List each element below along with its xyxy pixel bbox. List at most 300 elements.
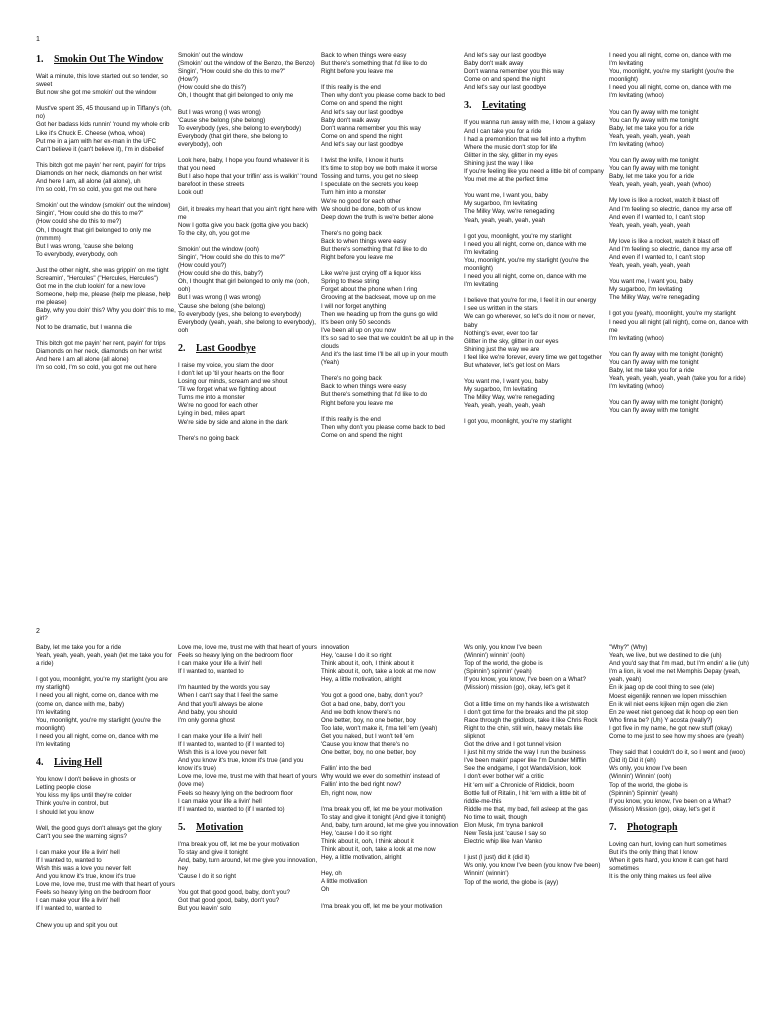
lyric-line: (Spinnin') spinnin' (yeah) bbox=[464, 668, 532, 676]
lyric-line: If you're feeling like you need a little bit of company bbox=[464, 168, 604, 176]
lyric-line: Got me in the club lookin' for a new love bbox=[36, 283, 146, 291]
lyric-line: My love is like a rocket, watch it blast off bbox=[609, 237, 719, 245]
lyric-line: Elon Musk, I'm tryna bankroll bbox=[464, 821, 544, 829]
lyric-line: There's no going back bbox=[321, 375, 382, 383]
lyric-line: If you wanna run away with me, I know a galaxy bbox=[464, 119, 596, 127]
lyric-stanza bbox=[321, 806, 461, 863]
lyric-line: Shining just the way I like bbox=[464, 159, 534, 167]
lyric-stanza bbox=[609, 238, 749, 270]
lyric-line: Look here, baby, I hope you found whatever it is that you need bbox=[178, 157, 310, 173]
lyric-stanza bbox=[178, 109, 318, 149]
lyric-line: Losing our minds, scream and we shout bbox=[178, 378, 288, 386]
lyric-line: Bottle full of Ritalin, I hit 'em with a little bit of riddle-me-this bbox=[464, 789, 586, 805]
song-heading bbox=[36, 757, 176, 768]
lyric-line: If I wanted to, wanted to (if I wanted to) bbox=[178, 805, 285, 813]
lyric-line: You want me, I want you, baby bbox=[464, 378, 549, 386]
lyric-line: Race through the gridlock, take it like Chris Rock bbox=[464, 716, 598, 724]
lyric-line: It is the only thing makes us feel alive bbox=[609, 873, 712, 881]
lyric-line: Yeah, yeah, yeah, yeah, yeah (let me take you for a ride) bbox=[36, 652, 172, 668]
lyric-line: It's time to stop boy we both make it worse bbox=[321, 165, 438, 173]
lyric-line: I need you all night, come on, dance with me bbox=[464, 240, 587, 248]
song-heading bbox=[178, 822, 318, 833]
lyric-line: I need you all night, come on, dance with me (come on, dance with me, baby) bbox=[36, 692, 159, 708]
lyric-line: You kiss my lips until they're colder bbox=[36, 792, 132, 800]
lyrics-column bbox=[178, 52, 318, 451]
lyric-line: And, baby, turn around, let me give you innovation bbox=[321, 821, 459, 829]
lyric-line: Everybody (yeah, yeah, she belong to everybody), ooh bbox=[178, 318, 316, 334]
lyric-line: You know I don't believe in ghosts or bbox=[36, 776, 137, 784]
lyric-line: Top of the world, the globe is bbox=[464, 660, 543, 668]
lyric-line: My sugarboo, I'm levitating bbox=[464, 386, 538, 394]
lyric-line: Then why don't you please come back to bed bbox=[321, 92, 445, 100]
lyric-line: I'm levitating (whoo) bbox=[609, 140, 664, 148]
lyric-line: A little motivation bbox=[321, 878, 368, 886]
lyric-line: And let's say our last goodbye bbox=[464, 84, 547, 92]
lyric-line: Diamonds on her neck, diamonds on her wrist bbox=[36, 347, 162, 355]
lyric-stanza bbox=[609, 52, 749, 101]
lyric-line: 'Cause you know that there's no bbox=[321, 741, 409, 749]
lyric-line: We're side by side and alone in the dark bbox=[178, 418, 288, 426]
lyric-line: Chew you up and spit you out bbox=[36, 921, 118, 929]
lyric-stanza bbox=[178, 644, 318, 676]
lyric-line: Loving can hurt, loving can hurt sometimes bbox=[609, 840, 727, 848]
lyric-stanza bbox=[609, 197, 749, 229]
lyric-line: You want me, I want you, baby bbox=[464, 192, 549, 200]
lyric-line: Hey, a little motivation, alright bbox=[321, 676, 402, 684]
lyric-stanza bbox=[321, 692, 461, 757]
lyric-line: En ik wil niet eens kijken mijn ogen die zien bbox=[609, 700, 728, 708]
lyric-line: I feel like we're forever, every time we get together bbox=[464, 353, 602, 361]
lyric-line: (How?) bbox=[178, 76, 198, 84]
lyric-line: En ze weet niet genoeg dat ik hoop op een tien bbox=[609, 708, 739, 716]
lyric-line: Too late, won't make it, I'ma tell 'em (yeah) bbox=[321, 724, 438, 732]
lyric-line: I don't got time for the breaks and the pit stop bbox=[464, 708, 588, 716]
lyric-line: I'm levitating bbox=[36, 708, 71, 716]
lyric-stanza bbox=[36, 644, 176, 668]
lyric-line: Turn him into a monster bbox=[321, 189, 387, 197]
lyric-stanza bbox=[464, 233, 604, 290]
lyric-line: The Milky Way, we're renegading bbox=[464, 208, 555, 216]
lyric-line: But now she got me smokin' out the window bbox=[36, 89, 157, 97]
lyric-stanza bbox=[321, 84, 461, 149]
lyric-line: But I was wrong (I was wrong) bbox=[178, 294, 261, 302]
lyric-line: And you know it's true, know it's true bbox=[36, 873, 136, 881]
lyric-line: I'm levitating bbox=[464, 248, 499, 256]
lyric-line: Put me in a jam with her ex-man in the UFC bbox=[36, 137, 157, 145]
lyric-line: Like we're just crying off a liquor kiss bbox=[321, 270, 422, 278]
lyric-line: You can fly away with me tonight bbox=[609, 165, 699, 173]
lyric-stanza bbox=[178, 157, 318, 197]
lyric-line: And baby, you should bbox=[178, 708, 238, 716]
lyric-line: I don't let up 'til your hearts on the floor bbox=[178, 370, 285, 377]
lyric-line: If you know, you know, I've been on a What? (Mission) mission (go), okay, let's get it bbox=[464, 676, 586, 692]
song-number: 7. bbox=[609, 821, 617, 833]
lyric-line: Yeah, yeah, yeah, yeah, yeah (take you for a ride) bbox=[609, 375, 746, 383]
lyric-line: I need you all night (all night), come on, dance with me bbox=[609, 318, 749, 334]
song-heading bbox=[178, 343, 318, 354]
lyric-line: I twist the knife, I know it hurts bbox=[321, 157, 404, 165]
lyric-line: Hey, oh bbox=[321, 870, 342, 878]
lyric-line: Forget about the phone when I ring bbox=[321, 286, 418, 294]
lyric-line: If this really is the end bbox=[321, 84, 381, 92]
lyric-line: I'm levitating bbox=[36, 741, 71, 749]
lyric-line: I got you (yeah), moonlight, you're my starlight bbox=[609, 310, 736, 318]
lyric-line: I got five in my name, he got new stuff (okay) bbox=[609, 724, 733, 732]
lyric-stanza bbox=[609, 841, 749, 881]
lyric-line: To the city, oh, you got me bbox=[178, 229, 250, 237]
lyric-line: Well, the good guys don't always get the glory bbox=[36, 824, 162, 832]
lyric-line: Baby, let me take you for a ride bbox=[609, 173, 695, 181]
lyric-line: If you know, you know, I've been on a What? (Mission) Mission (go), okay, let's get it bbox=[609, 797, 731, 813]
lyric-line: But there's something that I'd like to do bbox=[321, 60, 428, 68]
lyric-line: You got that good good, baby, don't you? bbox=[178, 889, 290, 897]
lyric-line: Letting people close bbox=[36, 784, 92, 792]
lyric-line: I just (I just) did it (did it) bbox=[464, 854, 530, 862]
lyric-line: But it's the only thing that I know bbox=[609, 848, 698, 856]
lyric-line: To everybody (yes, she belong to everybody) bbox=[178, 310, 302, 318]
lyric-line: Come to me just to see how my shoes are (yeah) bbox=[609, 733, 744, 741]
lyric-line: (How could she do this to me?) bbox=[36, 218, 122, 226]
lyric-line: Don't wanna remember you this way bbox=[464, 68, 564, 76]
lyric-stanza bbox=[609, 351, 749, 391]
lyric-line: Ws only, you know I've been bbox=[464, 644, 542, 651]
lyric-line: Ws only, you know I've been (you know I've been) bbox=[464, 862, 601, 870]
lyric-line: I'm levitating (whoo) bbox=[609, 92, 664, 100]
lyric-stanza bbox=[609, 157, 749, 189]
lyric-line: Smokin' out the window (ooh) bbox=[178, 245, 259, 253]
lyric-line: I'm haunted by the words you say bbox=[178, 684, 270, 692]
lyric-line: If I wanted to, wanted to bbox=[36, 905, 102, 913]
lyric-line: You can fly away with me tonight bbox=[609, 407, 699, 415]
lyric-line: Look out! bbox=[178, 189, 204, 197]
lyric-line: Baby, let me take you for a ride bbox=[36, 644, 122, 651]
lyric-line: I can make your life a livin' hell bbox=[36, 897, 120, 905]
lyric-line: And you'd say that I'm mad, but I'm endin' a lie (uh) bbox=[609, 660, 749, 668]
lyric-line: Smokin' out the window (smokin' out the window) bbox=[36, 202, 171, 210]
lyric-line: I can make your life a livin' hell bbox=[178, 660, 262, 668]
lyric-line: Oh, I thought that girl belonged to only me (mmmm) bbox=[36, 226, 152, 242]
lyric-line: Smokin' out the window bbox=[178, 52, 243, 59]
lyric-line: I can make your life a livin' hell bbox=[36, 848, 120, 856]
lyric-line: And, baby, turn around, let me give you innovation, hey bbox=[178, 856, 318, 873]
lyric-line: Can't you see the warning signs? bbox=[36, 832, 127, 840]
lyric-line: My sugarboo, I'm levitating bbox=[609, 286, 683, 294]
lyric-line: But I was wrong (I was wrong) bbox=[178, 108, 261, 116]
lyric-line: Oh, I thought that girl belonged to only me bbox=[178, 92, 294, 100]
lyric-line: And I can take you for a ride bbox=[464, 127, 542, 135]
lyric-line: You met me at the perfect time bbox=[464, 176, 549, 184]
lyric-line: Oh bbox=[321, 886, 330, 894]
lyric-line: Lying in bed, miles apart bbox=[178, 410, 245, 418]
lyric-stanza bbox=[321, 870, 461, 894]
lyric-line: I just hit my stride the way I run the business bbox=[464, 749, 586, 757]
lyric-line: Singin', "How could she do this to me?" bbox=[178, 253, 286, 261]
lyric-line: I'm only gonna ghost bbox=[178, 716, 235, 724]
lyric-stanza bbox=[609, 749, 749, 814]
lyric-line: Come on and spend the night bbox=[464, 76, 546, 84]
lyric-line: It's so sad to see that we couldn't be all up in the clouds bbox=[321, 334, 454, 350]
lyric-stanza bbox=[464, 119, 604, 184]
lyric-line: I need you all night, come on, dance with me bbox=[464, 273, 587, 281]
lyric-line: I need you all night, come on, dance with me bbox=[609, 52, 732, 59]
lyric-line: Baby don't walk away bbox=[464, 60, 524, 68]
lyric-line: Glitter in the sky, glitter in our eyes bbox=[464, 337, 559, 345]
lyric-line: You can fly away with me tonight bbox=[609, 108, 699, 116]
lyrics-column bbox=[321, 644, 461, 919]
lyric-line: I can make your life a livin' hell bbox=[178, 797, 262, 805]
lyric-line: Yeah, yeah, yeah, yeah, yeah bbox=[464, 402, 546, 410]
lyric-line: I will nor forget anything bbox=[321, 302, 387, 310]
lyric-line: Moest eigenlijk rennen we lopen misschien bbox=[609, 692, 727, 700]
song-number: 2. bbox=[178, 342, 186, 354]
lyric-line: Yeah, yeah, yeah, yeah, yeah bbox=[464, 216, 546, 224]
lyric-line: innovation bbox=[321, 644, 350, 651]
song-heading bbox=[609, 822, 749, 833]
lyric-line: Grooving at the backseat, move up on me bbox=[321, 294, 436, 302]
lyric-line: And let's say our last goodbye bbox=[321, 140, 404, 148]
lyric-line: And even if I wanted to, I can't stop bbox=[609, 213, 706, 221]
lyric-line: Then we heading up from the guns go wild bbox=[321, 310, 438, 318]
lyric-line: Riddle me that, my bad, fell asleep at the gas bbox=[464, 805, 588, 813]
lyric-line: The Milky Way, we're renegading bbox=[464, 394, 555, 402]
lyric-line: You can fly away with me tonight bbox=[609, 157, 699, 165]
lyrics-column bbox=[36, 644, 176, 938]
lyrics-column bbox=[464, 52, 604, 435]
lyric-line: Glitter in the sky, glitter in my eyes bbox=[464, 151, 558, 159]
lyric-stanza bbox=[36, 267, 176, 332]
lyric-line: Electric whip like Ivan Vanko bbox=[464, 838, 542, 846]
lyric-stanza bbox=[178, 684, 318, 724]
lyric-stanza bbox=[36, 73, 176, 97]
lyric-line: Baby, why you doin' this? Why you doin' this to me, girl? bbox=[36, 307, 176, 323]
lyric-line: You want me, I want you, baby bbox=[609, 278, 694, 286]
lyric-line: Someone, help me, please (help me please, help me please) bbox=[36, 291, 171, 307]
lyric-line: Must've spent 35, 45 thousand up in Tiffany's (oh, no) bbox=[36, 105, 172, 121]
lyric-line: I'm levitating bbox=[609, 60, 644, 68]
page-2 bbox=[0, 512, 768, 1024]
lyric-line: And I'm feeling so electric, dance my arse off bbox=[609, 245, 732, 253]
lyric-line: See the endgame, I got WandaVision, look bbox=[464, 765, 581, 773]
lyric-line: But you leavin' solo bbox=[178, 905, 232, 913]
lyric-line: Turns me into a monster bbox=[178, 394, 245, 402]
song-title: Levitating bbox=[482, 100, 526, 112]
lyric-line: To everybody, everybody, ooh bbox=[36, 250, 118, 258]
lyric-line: Got that good good, baby, don't you? bbox=[178, 897, 280, 905]
lyric-line: I've been makin' paper like I'm Dunder Mifflin bbox=[464, 757, 587, 765]
lyric-line: Like it's Chuck E. Cheese (whoa, whoa) bbox=[36, 129, 146, 137]
lyric-line: I speculate on the secrets you keep bbox=[321, 181, 419, 189]
lyric-line: I need you all night, come on, dance with me bbox=[36, 732, 159, 740]
lyric-line: Ws only, you know I've been bbox=[609, 765, 687, 773]
lyric-line: We should be done, both of us know bbox=[321, 205, 421, 213]
lyric-line: Hey, a little motivation, alright bbox=[321, 854, 402, 862]
lyrics-column bbox=[464, 644, 604, 895]
lyric-line: Top of the world, the globe is bbox=[609, 781, 688, 789]
lyric-line: "Why?" (Why) bbox=[609, 644, 648, 651]
lyric-line: Yeah, yeah, yeah, yeah, yeah bbox=[609, 221, 691, 229]
lyric-line: If I wanted to, wanted to bbox=[36, 856, 102, 864]
lyric-line: Wish this is a love you never felt bbox=[178, 749, 267, 757]
lyric-line: And let's say our last goodbye bbox=[321, 108, 404, 116]
song-title: Smokin Out The Window bbox=[54, 54, 164, 65]
lyric-line: You can fly away with me tonight bbox=[609, 116, 699, 124]
lyric-line: (Did it) Did it (eh) bbox=[609, 757, 656, 765]
lyric-line: Back to when things were easy bbox=[321, 383, 407, 391]
lyric-line: I'm so cold, I'm so cold, you got me out here bbox=[36, 363, 157, 371]
lyric-line: You got a good one, baby, don't you? bbox=[321, 692, 423, 700]
lyric-line: There's no going back bbox=[178, 434, 239, 442]
lyric-line: Spring to these string bbox=[321, 278, 380, 286]
song-number: 5. bbox=[178, 821, 186, 833]
lyric-line: Feels so heavy lying on the bedroom floor bbox=[178, 652, 293, 660]
lyric-line: Who finna be? (Uh) Y acosta (really?) bbox=[609, 716, 713, 724]
lyric-line: I'm levitating bbox=[464, 281, 499, 289]
lyric-line: Come on and spend the night bbox=[321, 431, 403, 439]
lyric-stanza bbox=[36, 676, 176, 749]
lyric-line: And I'm feeling so electric, dance my arse off bbox=[609, 205, 732, 213]
lyric-line: I need you all night, come on, dance with me bbox=[609, 84, 732, 92]
lyric-line: Winnin' (winnin') bbox=[464, 870, 509, 878]
lyric-stanza bbox=[609, 644, 749, 741]
lyric-line: And it's the last time I'll be all up in your mouth (Yeah) bbox=[321, 351, 448, 367]
song-heading bbox=[36, 54, 176, 65]
lyric-line: Not to be dramatic, but I wanna die bbox=[36, 323, 132, 331]
lyric-stanza bbox=[321, 52, 461, 76]
lyric-line: And you know it's true, know it's true (and you know it's true) bbox=[178, 757, 304, 773]
lyric-line: I'm levitating (whoo) bbox=[609, 383, 664, 391]
lyric-stanza bbox=[609, 399, 749, 415]
lyric-line: I'ma break you off, let me be your motivation bbox=[321, 902, 443, 910]
lyric-line: Baby, let me take you for a ride bbox=[609, 124, 695, 132]
lyric-line: This bitch got me payin' her rent, payin' for trips bbox=[36, 161, 166, 169]
lyric-stanza bbox=[321, 230, 461, 262]
lyric-stanza bbox=[464, 297, 604, 370]
lyric-line: (Smokin' out the window of the Benzo, the Benzo) bbox=[178, 60, 315, 68]
lyric-line: New Tesla just 'cause I say so bbox=[464, 830, 547, 838]
lyric-line: They said that I couldn't do it, so I went and (woo) bbox=[609, 749, 746, 757]
lyric-line: And here I am all alone (all alone) bbox=[36, 355, 129, 363]
lyric-line: Deep down the truth is we're better alone bbox=[321, 213, 434, 221]
lyric-line: Fallin' into the bed bbox=[321, 765, 372, 773]
lyrics-column bbox=[609, 52, 749, 423]
song-title: Motivation bbox=[196, 821, 244, 833]
lyric-line: My love is like a rocket, watch it blast off bbox=[609, 197, 719, 205]
lyric-stanza bbox=[321, 157, 461, 222]
lyric-line: Can't believe it (can't believe it), I'm in disbelief bbox=[36, 145, 164, 153]
song-number: 4. bbox=[36, 757, 44, 769]
lyric-line: I had a premonition that we fell into a rhythm bbox=[464, 135, 586, 143]
lyric-line: Why would we ever do somethin' instead of bbox=[321, 773, 440, 781]
lyric-line: Oh, I thought that girl belonged to only me (ooh, ooh) bbox=[178, 278, 310, 294]
lyric-line: But I also hope that your triflin' ass is walkin' 'round barefoot in these streets bbox=[178, 173, 318, 189]
lyrics-column bbox=[321, 52, 461, 448]
lyric-line: And even if I wanted to, I can't stop bbox=[609, 253, 706, 261]
lyric-stanza bbox=[321, 765, 461, 797]
lyric-stanza bbox=[464, 52, 604, 92]
lyric-line: Right before you leave me bbox=[321, 399, 394, 407]
lyric-line: I've been all up on you now bbox=[321, 326, 396, 334]
lyric-stanza bbox=[464, 418, 604, 426]
song-title: Last Goodbye bbox=[196, 342, 256, 354]
lyric-line: Don't wanna remember you this way bbox=[321, 124, 421, 132]
lyric-line: Wait a minute, this love started out so tender, so sweet bbox=[36, 73, 168, 89]
lyric-line: I'ma break you off, let me be your motivation bbox=[178, 840, 300, 848]
lyric-line: I can make your life a livin' hell bbox=[178, 732, 262, 740]
lyric-line: En ik jaag op de cool thing to see (ele) bbox=[609, 684, 715, 692]
lyric-line: My sugarboo, I'm levitating bbox=[464, 200, 538, 208]
lyric-line: Top of the world, the globe is (ayy) bbox=[464, 878, 559, 886]
lyric-line: Baby don't walk away bbox=[321, 116, 381, 124]
lyric-stanza bbox=[178, 841, 318, 881]
lyric-line: (How could you?) bbox=[178, 262, 227, 270]
lyric-line: You can fly away with me tonight (tonight) bbox=[609, 350, 723, 358]
lyric-line: I'm a lion, ik voel me net Memphis Depay (yeah, yeah, yeah) bbox=[609, 668, 741, 684]
lyric-stanza bbox=[178, 206, 318, 238]
lyric-line: Feels so heavy lying on the bedroom floor bbox=[36, 889, 151, 897]
lyric-line: Think about it, ooh, take a look at me now bbox=[321, 668, 436, 676]
lyric-stanza bbox=[178, 362, 318, 427]
lyric-stanza bbox=[321, 903, 461, 911]
lyric-line: Wish this was a love you never felt bbox=[36, 864, 131, 872]
lyric-line: Got a bad one, baby, don't you bbox=[321, 700, 405, 708]
lyric-line: Yeah, yeah, yeah, yeah, yeah (whoo) bbox=[609, 181, 711, 189]
lyric-line: To everybody (yes, she belong to everybody) bbox=[178, 124, 302, 132]
lyric-stanza bbox=[321, 644, 461, 684]
lyric-line: You, moonlight, you're my starlight (you're the moonlight) bbox=[464, 256, 589, 272]
lyric-line: Yeah, yeah, yeah, yeah, yeah bbox=[609, 262, 691, 270]
lyric-line: This bitch got me payin' her rent, payin' for trips bbox=[36, 339, 166, 347]
lyric-line: Get you naked, but I won't tell 'em bbox=[321, 732, 414, 740]
lyric-line: I don't ever bother wit' a critic bbox=[464, 773, 544, 781]
lyric-line: Think about it, ooh, take a look at me now bbox=[321, 846, 436, 854]
lyric-line: I'm so cold, I'm so cold, you got me out here bbox=[36, 186, 157, 194]
lyric-line: Now I gotta give you back (gotta give you back) bbox=[178, 221, 309, 229]
page-number: 1 bbox=[36, 36, 40, 43]
lyric-line: Girl, it breaks my heart that you ain't right here with me bbox=[178, 205, 318, 221]
lyric-line: Think about it, ooh, I think about it bbox=[321, 837, 414, 845]
lyric-line: If I wanted to, wanted to (if I wanted to) bbox=[178, 740, 285, 748]
page-number: 2 bbox=[36, 628, 40, 635]
lyric-line: Then why don't you please come back to bed bbox=[321, 423, 445, 431]
lyric-stanza bbox=[36, 922, 176, 930]
lyric-line: Love me, love me, trust me with that heart of yours (love me) bbox=[178, 773, 317, 789]
song-title: Photograph bbox=[627, 821, 678, 833]
lyric-line: I should let you know bbox=[36, 808, 94, 816]
lyric-stanza bbox=[464, 701, 604, 847]
lyric-line: Fallin' into the bed right now? bbox=[321, 781, 402, 789]
lyric-stanza bbox=[36, 776, 176, 816]
lyric-line: One better, boy, no one better, boy bbox=[321, 749, 416, 757]
lyric-line: I got you, moonlight, you're my starlight bbox=[464, 232, 572, 240]
lyric-line: Got her badass kids runnin' 'round my whole crib bbox=[36, 121, 170, 129]
lyric-line: Feels so heavy lying on the bedroom floor bbox=[178, 789, 293, 797]
lyric-line: Singin', "How could she do this to me?" bbox=[36, 210, 144, 218]
lyric-line: When it gets hard, you know it can get hard sometimes bbox=[609, 857, 729, 873]
lyric-line: Think about it, ooh, I think about it bbox=[321, 660, 414, 668]
lyric-line: Come on and spend the night bbox=[321, 132, 403, 140]
lyric-stanza bbox=[36, 162, 176, 194]
lyric-line: And we both know there's no bbox=[321, 708, 401, 716]
lyric-stanza bbox=[609, 310, 749, 342]
lyric-line: Yeah, we live, but we destined to die (uh) bbox=[609, 652, 722, 660]
lyric-line: I got you, moonlight, you're my starlight bbox=[464, 418, 572, 426]
lyric-line: Love me, love me, trust me with that heart of yours bbox=[36, 881, 175, 889]
lyric-line: I raise my voice, you slam the door bbox=[178, 361, 274, 369]
lyric-stanza bbox=[609, 109, 749, 149]
lyric-line: We're no good for each other bbox=[321, 197, 401, 205]
lyric-stanza bbox=[178, 435, 318, 443]
lyric-line: I believe that you're for me, I feel it in our energy bbox=[464, 297, 597, 305]
